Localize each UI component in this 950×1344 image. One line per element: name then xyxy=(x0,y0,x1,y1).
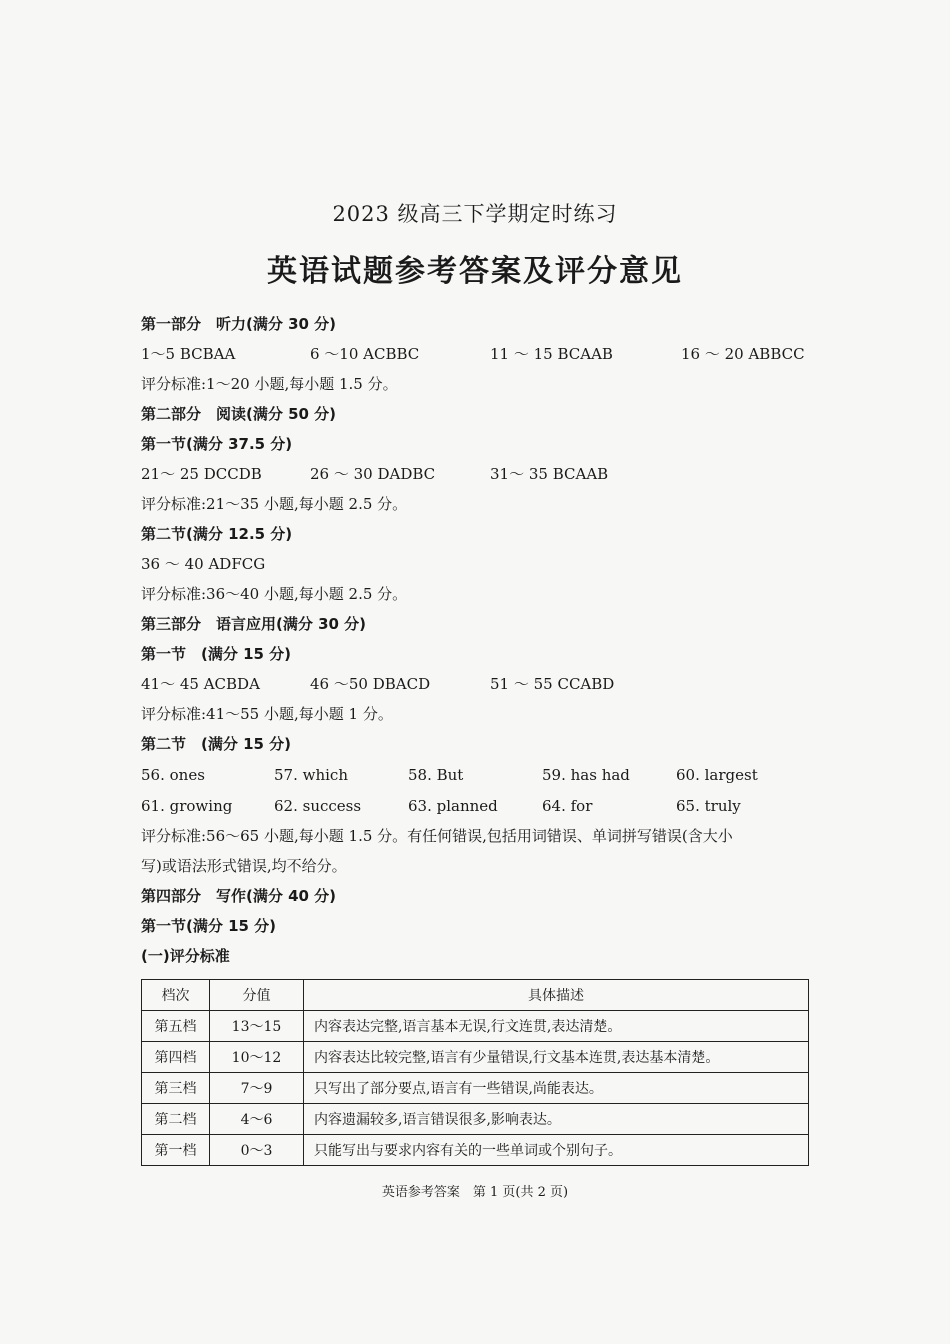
page-footer: 英语参考答案 第 1 页(共 2 页) xyxy=(381,1185,569,1200)
fill-answer: 62. success xyxy=(274,797,362,815)
part2-section2-heading: 第二节(满分 12.5 分) xyxy=(141,525,293,543)
level-cell: 第二档 xyxy=(142,1104,210,1135)
table-header-row xyxy=(142,980,809,1011)
exam-title: 2023 级高三下学期定时练习 xyxy=(332,202,618,226)
grading-table xyxy=(141,979,809,1166)
score-cell: 7～9 xyxy=(210,1073,304,1104)
column-header-level: 档次 xyxy=(142,980,210,1011)
answer-group: 46 ～50 DBACD xyxy=(310,675,431,693)
answer-group: 11 ～ 15 BCAAB xyxy=(490,345,613,363)
description-cell: 内容表达完整,语言基本无误,行文连贯,表达清楚。 xyxy=(304,1011,809,1042)
document-title: 英语试题参考答案及评分意见 xyxy=(267,254,683,289)
level-cell: 第一档 xyxy=(142,1135,210,1166)
part2-section1-criteria: 评分标准:21～35 小题,每小题 2.5 分。 xyxy=(141,495,408,513)
part3-section2-criteria-line1: 评分标准:56～65 小题,每小题 1.5 分。有任何错误,包括用词错误、单词拼写错误(含大小 xyxy=(141,827,733,845)
answer-group: 6 ～10 ACBBC xyxy=(310,345,420,363)
part3-section1-heading: 第一节 (满分 15 分) xyxy=(141,645,292,663)
level-cell: 第五档 xyxy=(142,1011,210,1042)
score-cell: 4～6 xyxy=(210,1104,304,1135)
fill-answer: 61. growing xyxy=(141,797,233,815)
description-cell: 只能写出与要求内容有关的一些单词或个别句子。 xyxy=(304,1135,809,1166)
answer-group: 41～ 45 ACBDA xyxy=(141,675,260,693)
table-row xyxy=(142,1104,809,1135)
part2-heading: 第二部分 阅读(满分 50 分) xyxy=(141,405,337,423)
part3-heading: 第三部分 语言应用(满分 30 分) xyxy=(141,615,367,633)
fill-answer: 57. which xyxy=(274,766,348,784)
answer-group: 36 ～ 40 ADFCG xyxy=(141,555,266,573)
score-cell: 10～12 xyxy=(210,1042,304,1073)
part4-section1-heading: 第一节(满分 15 分) xyxy=(141,917,277,935)
fill-answer: 56. ones xyxy=(141,766,205,784)
part3-section2-criteria-line2: 写)或语法形式错误,均不给分。 xyxy=(141,857,347,875)
column-header-description: 具体描述 xyxy=(304,980,809,1011)
answer-group: 1～5 BCBAA xyxy=(141,345,236,363)
column-header-score: 分值 xyxy=(210,980,304,1011)
part4-heading: 第四部分 写作(满分 40 分) xyxy=(141,887,337,905)
part3-section2-heading: 第二节 (满分 15 分) xyxy=(141,735,292,753)
fill-answer: 58. But xyxy=(408,766,464,784)
answer-group: 16 ～ 20 ABBCC xyxy=(681,345,805,363)
description-cell: 内容遗漏较多,语言错误很多,影响表达。 xyxy=(304,1104,809,1135)
table-row xyxy=(142,1011,809,1042)
fill-answer: 60. largest xyxy=(676,766,758,784)
fill-answer: 59. has had xyxy=(542,766,630,784)
score-cell: 13～15 xyxy=(210,1011,304,1042)
table-row xyxy=(142,1073,809,1104)
score-cell: 0～3 xyxy=(210,1135,304,1166)
part1-heading: 第一部分 听力(满分 30 分) xyxy=(141,315,337,333)
answer-group: 31～ 35 BCAAB xyxy=(490,465,609,483)
table-row xyxy=(142,1042,809,1073)
description-cell: 内容表达比较完整,语言有少量错误,行文基本连贯,表达基本清楚。 xyxy=(304,1042,809,1073)
part1-criteria: 评分标准:1～20 小题,每小题 1.5 分。 xyxy=(141,375,398,393)
level-cell: 第三档 xyxy=(142,1073,210,1104)
level-cell: 第四档 xyxy=(142,1042,210,1073)
answer-group: 26 ～ 30 DADBC xyxy=(310,465,436,483)
grading-criteria-heading: (一)评分标准 xyxy=(141,947,230,965)
description-cell: 只写出了部分要点,语言有一些错误,尚能表达。 xyxy=(304,1073,809,1104)
part3-section1-criteria: 评分标准:41～55 小题,每小题 1 分。 xyxy=(141,705,393,723)
fill-answer: 65. truly xyxy=(676,797,741,815)
fill-answer: 63. planned xyxy=(408,797,498,815)
part2-section1-heading: 第一节(满分 37.5 分) xyxy=(141,435,293,453)
table-row xyxy=(142,1135,809,1166)
answer-group: 51 ～ 55 CCABD xyxy=(490,675,615,693)
part2-section2-criteria: 评分标准:36～40 小题,每小题 2.5 分。 xyxy=(141,585,408,603)
fill-answer: 64. for xyxy=(542,797,593,815)
answer-group: 21～ 25 DCCDB xyxy=(141,465,262,483)
